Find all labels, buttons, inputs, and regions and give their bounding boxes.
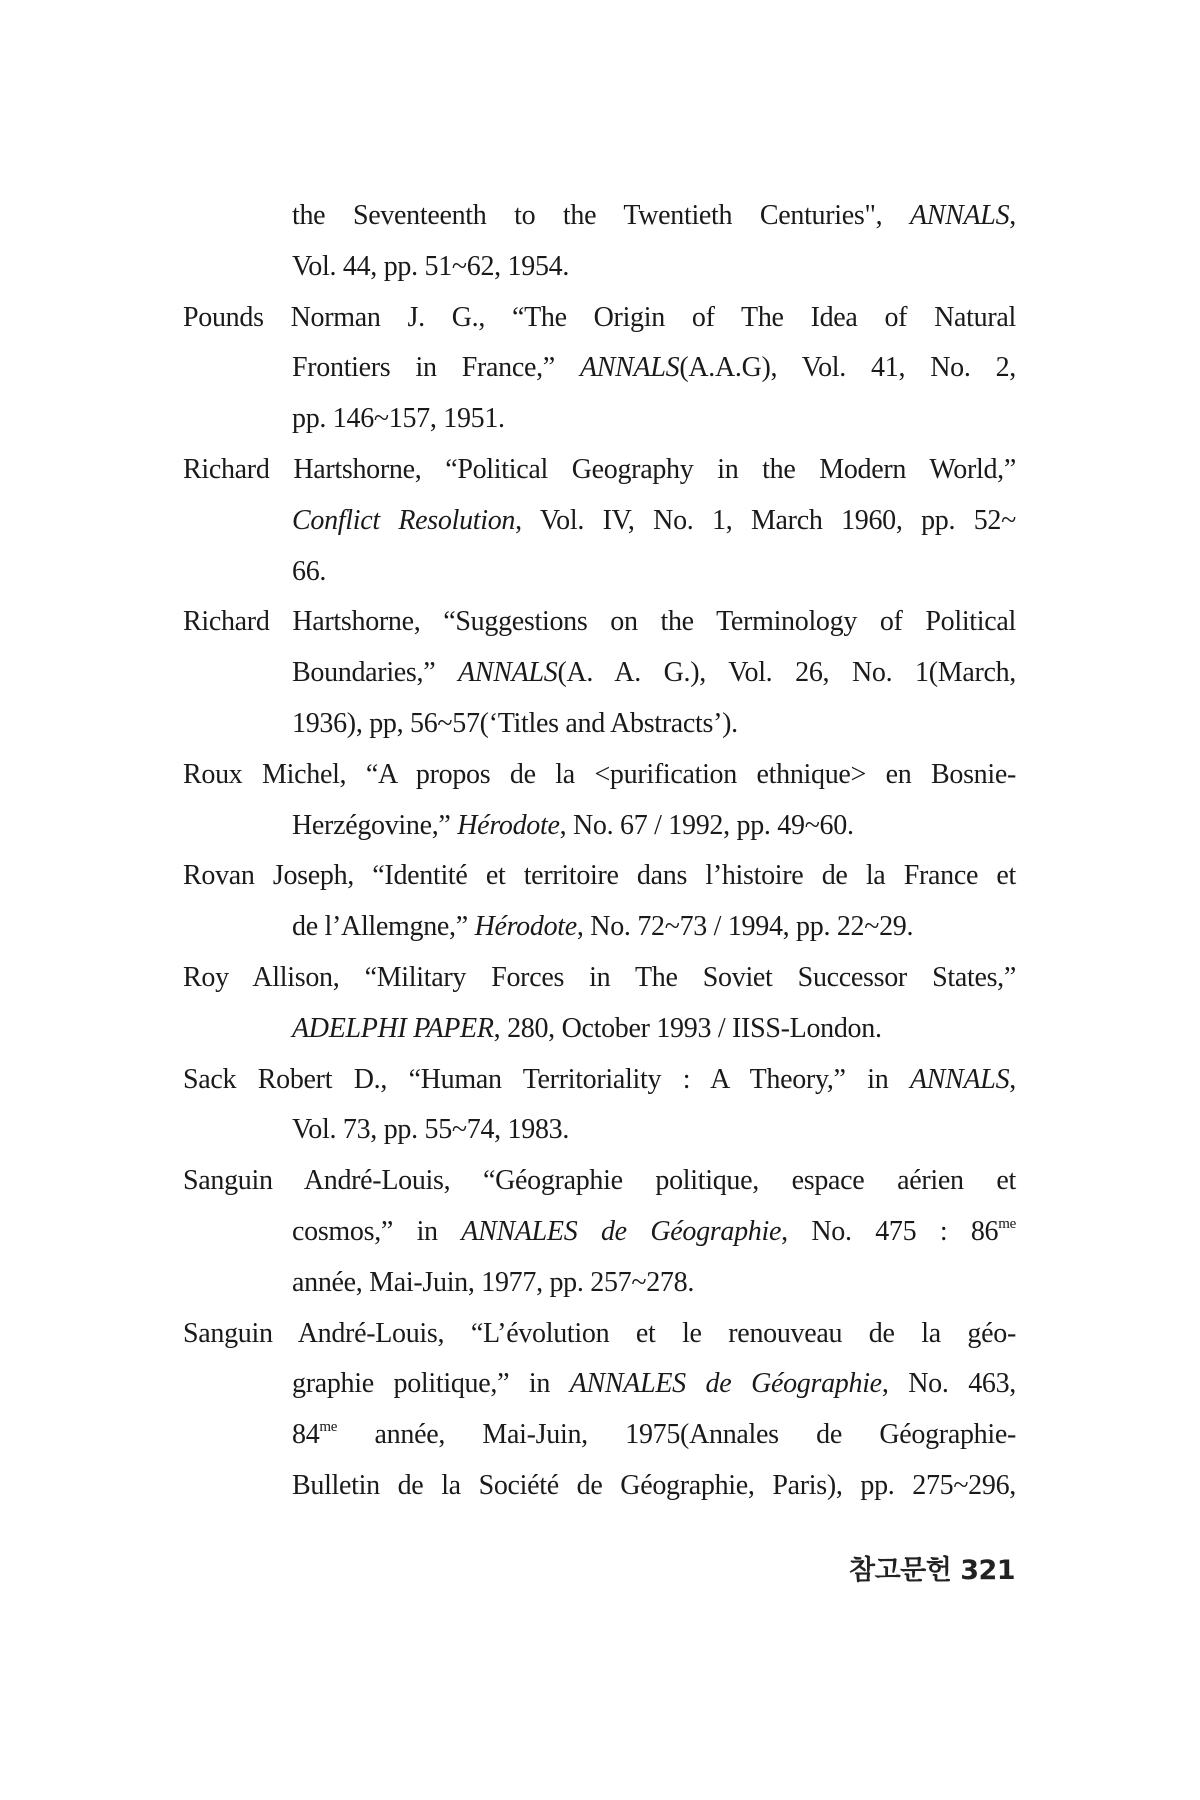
reference-line (183, 597, 1016, 648)
reference-text: , (1009, 200, 1016, 231)
reference-line (292, 394, 1016, 445)
italic-title: Hérodote (457, 809, 560, 841)
reference-text: 84 (292, 1419, 320, 1451)
reference-line (292, 801, 1016, 852)
reference-entry (183, 1309, 1016, 1512)
reference-text: cosmos,” in (292, 1215, 462, 1247)
reference-line (292, 1258, 1016, 1309)
reference-line (183, 1055, 1016, 1106)
reference-text: Richard Hartshorne, “Suggestions on the Terminology of Political (183, 606, 1016, 638)
reference-line (292, 191, 1016, 242)
reference-line (292, 1004, 1016, 1055)
reference-line (292, 1410, 1016, 1461)
italic-title: ANNALES de Géographie (461, 1215, 782, 1247)
reference-line (183, 851, 1016, 902)
italic-title: ANNALS (458, 657, 558, 689)
reference-line (292, 902, 1016, 953)
italic-title: Conflict Resolution (292, 504, 516, 536)
reference-text: pp. 146~157, 1951. (292, 403, 505, 435)
reference-text: Bulletin de la Société de Géographie, Paris), pp. 275~296, (292, 1469, 1016, 1501)
reference-text: , No. 475 : 86 (781, 1215, 999, 1247)
reference-text: 1936), pp, 56~57(‘Titles and Abstracts’). (292, 707, 738, 739)
reference-line (292, 1359, 1016, 1410)
reference-text: de l’Allemgne,” (292, 911, 475, 943)
reference-text: Rovan Joseph, “Identité et territoire dans l’histoire de la France et (183, 860, 1016, 892)
superscript: me (319, 1419, 338, 1436)
reference-line (183, 953, 1016, 1004)
reference-entry (183, 750, 1016, 852)
reference-text: Herzégovine,” (292, 809, 458, 841)
reference-line (292, 699, 1016, 750)
reference-text: Roux Michel, “A propos de la <purification ethnique> en Bosnie- (183, 758, 1016, 790)
italic-title: ANNALS (909, 200, 1010, 231)
reference-entry (183, 597, 1016, 749)
reference-entry (183, 1156, 1016, 1308)
reference-text: Pounds Norman J. G., “The Origin of The Idea of Natural (183, 301, 1016, 333)
reference-text: graphie politique,” in (292, 1368, 570, 1400)
reference-text: Sanguin André-Louis, “L’évolution et le renouveau de la géo- (183, 1317, 1016, 1349)
reference-text: 66. (292, 555, 327, 587)
reference-line (292, 242, 1016, 293)
superscript: me (998, 1215, 1016, 1232)
reference-text: , No. 67 / 1992, pp. 49~60. (559, 809, 854, 841)
reference-text: (A.A.G), Vol. 41, No. 2, (679, 352, 1016, 384)
reference-text: Frontiers in France,” (292, 352, 580, 384)
italic-title: ANNALES de Géographie (569, 1368, 882, 1400)
reference-line (292, 1207, 1016, 1258)
reference-list (183, 191, 1016, 1512)
reference-entry (183, 1055, 1016, 1157)
reference-entry (183, 953, 1016, 1055)
reference-entry (183, 293, 1016, 445)
italic-title: ADELPHI PAPER (292, 1012, 494, 1044)
reference-line (183, 750, 1016, 801)
reference-line (292, 648, 1016, 699)
reference-text: Roy Allison, “Military Forces in The Soviet Successor States,” (183, 961, 1016, 993)
reference-text: Boundaries,” (292, 657, 459, 689)
reference-line (292, 343, 1016, 394)
reference-text: , 280, October 1993 / IISS-London. (493, 1012, 882, 1044)
reference-text: , Vol. IV, No. 1, March 1960, pp. 52~ (515, 504, 1016, 536)
reference-line (292, 496, 1016, 547)
reference-line (183, 445, 1016, 496)
page-number: 참고문헌 321 (849, 1555, 1016, 1586)
reference-text: , No. 72~73 / 1994, pp. 22~29. (576, 911, 914, 943)
italic-title: ANNALS (579, 352, 680, 384)
reference-line (183, 1156, 1016, 1207)
reference-text: the Seventeenth to the Twentieth Centuries", (292, 200, 910, 231)
reference-line (183, 293, 1016, 344)
reference-text: Richard Hartshorne, “Political Geography in the Modern World,” (183, 453, 1016, 485)
reference-entry (183, 445, 1016, 597)
reference-entry (183, 191, 1016, 293)
reference-text: Sanguin André-Louis, “Géographie politique, espace aérien et (183, 1165, 1016, 1197)
reference-text: (A. A. G.), Vol. 26, No. 1(March, (557, 657, 1016, 689)
reference-text: année, Mai-Juin, 1975(Annales de Géographie- (337, 1419, 1016, 1451)
reference-text: Vol. 44, pp. 51~62, 1954. (292, 250, 570, 282)
reference-line (292, 547, 1016, 598)
reference-text: année, Mai-Juin, 1977, pp. 257~278. (292, 1266, 695, 1298)
reference-text: Sack Robert D., “Human Territoriality : A Theory,” in (183, 1063, 910, 1095)
reference-line (292, 1461, 1016, 1512)
reference-text: , No. 463, (881, 1368, 1016, 1400)
italic-title: Hérodote (474, 911, 577, 943)
reference-line (292, 1105, 1016, 1156)
reference-text: Vol. 73, pp. 55~74, 1983. (292, 1114, 570, 1146)
reference-text: , (1009, 1063, 1016, 1095)
italic-title: ANNALS (909, 1063, 1010, 1095)
reference-line (183, 1309, 1016, 1360)
reference-entry (183, 851, 1016, 953)
